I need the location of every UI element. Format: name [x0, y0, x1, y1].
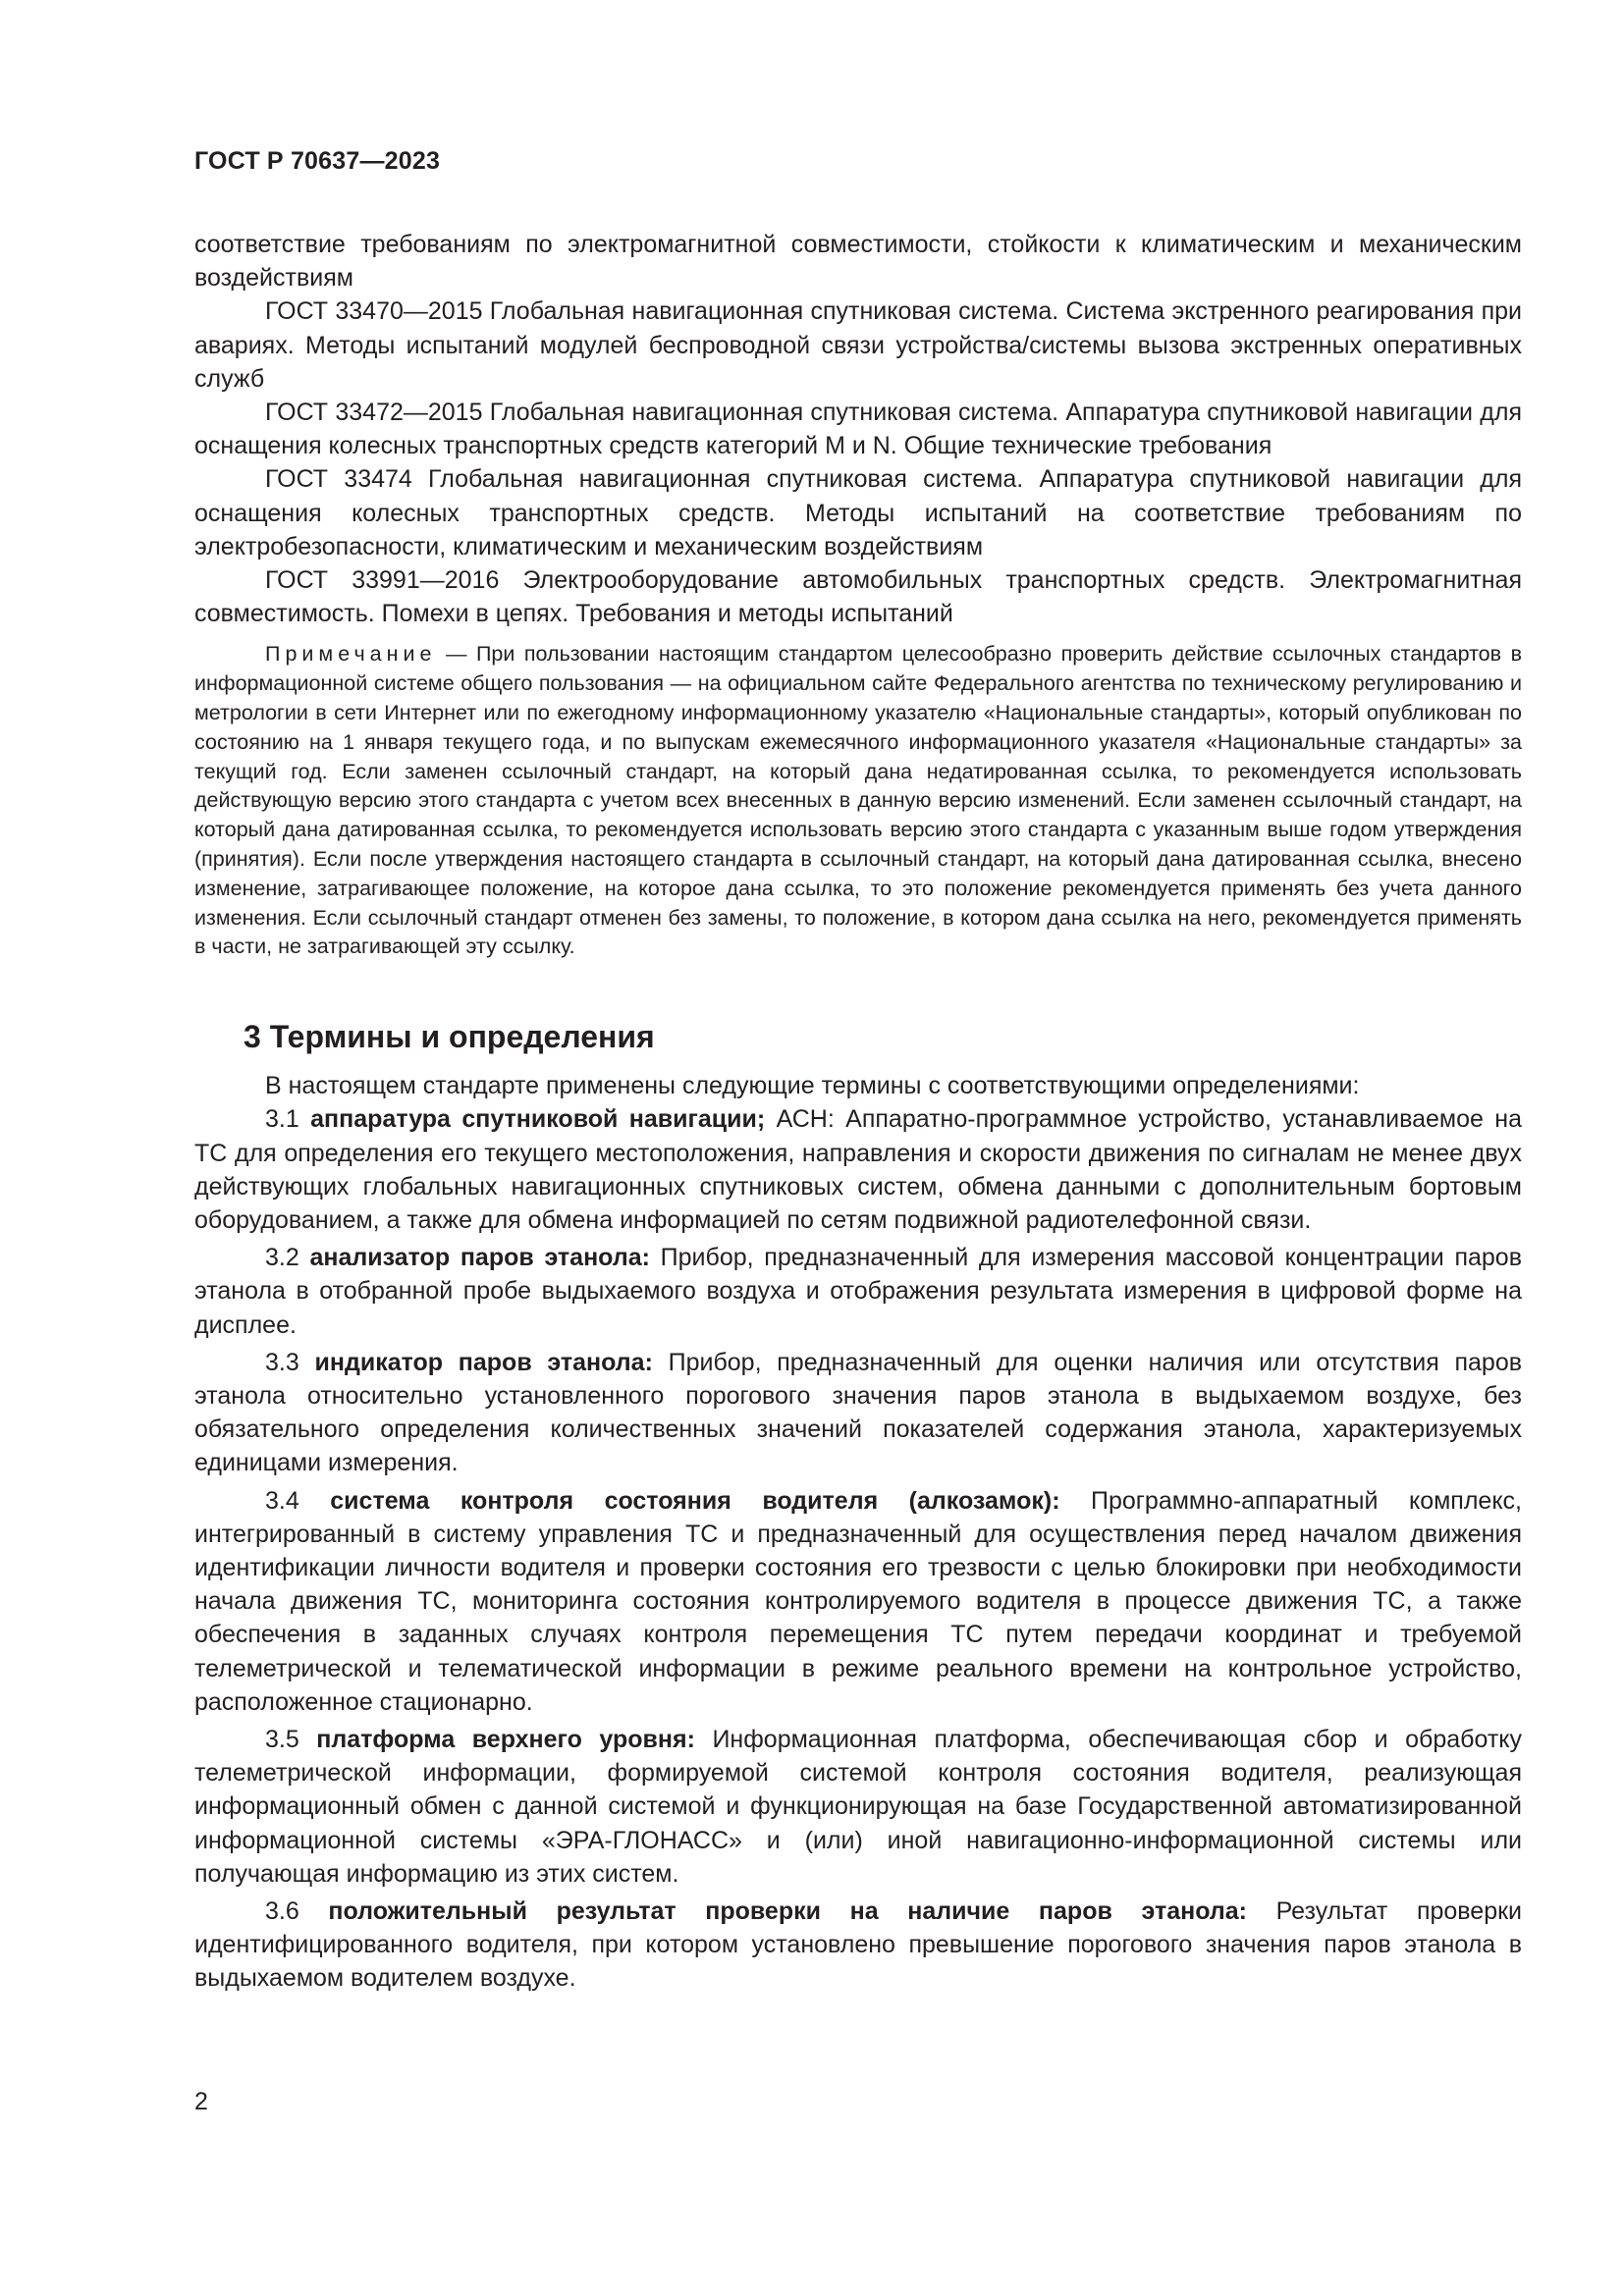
- page-number: 2: [194, 2088, 208, 2115]
- term-definition: Прибор, предназначенный для оценки наличия или отсутствия паров этанола относительно установленного порогового значения паров этанола в выдыхаемом воздухе, без обязательного определения количественных значений показателей содержания этанола, характеризуемых единицами измерения.: [194, 1348, 1523, 1477]
- section-heading: 3 Термины и определения: [244, 1019, 655, 1055]
- term-definition: Программно-аппаратный комплекс, интегрированный в систему управления ТС и предназначенный для осуществления перед началом движения идентификации личности водителя и проверки состояния его трезвости с целью блокировки при необходимости начала движения ТС, мониторинга состояния контролируемого водителя в процессе движения ТС, а также обеспечения в заданных случаях контроля перемещения ТС путем передачи координат и требуемой телеметрической и телематической информации в режиме реального времени на контрольное устройство, расположенное стационарно.: [194, 1486, 1522, 1716]
- term-name: положительный результат проверки на наличие паров этанола:: [328, 1897, 1247, 1926]
- document-header: ГОСТ Р 70637—2023: [194, 147, 441, 175]
- page-body: [194, 228, 1522, 1996]
- term-number: 3.1: [265, 1105, 311, 1134]
- term-3-6: [194, 1895, 1522, 1996]
- term-definition: Информационная платформа, обеспечивающая сбор и обработку телеметрической информации, формируемой системой контроля состояния водителя, реализующая информационный обмен с данной системой и функционирующая на базе Государственной автоматизированной информационной системы «ЭРА-ГЛОНАСС» и (или) иной навигационно-информационной системы или получающая информацию из этих систем.: [194, 1726, 1522, 1888]
- ref-gost-33470: ГОСТ 33470—2015 Глобальная навигационная спутниковая система. Система экстренного реагирования при авариях. Методы испытаний модулей беспроводной связи устройства/системы вызова экстренных оперативных служб: [194, 297, 1522, 393]
- term-name: система контроля состояния водителя (алкозамок):: [330, 1486, 1060, 1515]
- term-3-5: [194, 1723, 1522, 1891]
- ref-gost-33474: ГОСТ 33474 Глобальная навигационная спутниковая система. Аппаратура спутниковой навигации для оснащения колесных транспортных средств. Методы испытаний на соответствие требованиям по электробезопасности, климатическим и механическим воздействиям: [194, 465, 1522, 561]
- term-3-2: [194, 1241, 1522, 1342]
- note-text: — При пользовании настоящим стандартом целесообразно проверить действие ссылочных стандартов в информационной системе общего пользования — на официальном сайте Федерального агентства по техническому регулированию и метрологии в сети Интернет или по ежегодному информационному указателю «Национальные стандарты», который опубликован по состоянию на 1 января текущего года, и по выпускам ежемесячного информационного указателя «Национальные стандарты» за текущий год. Если заменен ссылочный стандарт, на который дана недатированная ссылка, то рекомендуется использовать действующую версию этого стандарта с учетом всех внесенных в данную версию изменений. Если заменен ссылочный стандарт, на который дана датированная ссылка, то рекомендуется использовать версию этого стандарта с указанным выше годом утверждения (принятия). Если после утверждения настоящего стандарта в ссылочный стандарт, на который дана датированная ссылка, внесено изменение, затрагивающее положение, на которое дана ссылка, то это положение рекомендуется применять без учета данного изменения. Если ссылочный стандарт отменен без замены, то положение, в котором дана ссылка на него, рекомендуется применять в части, не затрагивающей эту ссылку.: [194, 642, 1522, 959]
- term-definition: АСН: Аппаратно-программное устройство, устанавливаемое на ТС для определения его текущего местоположения, направления и скорости движения по сигналам не менее двух действующих глобальных навигационных спутниковых систем, обмена данными с дополнительным бортовым оборудованием, а также для обмена информацией по сетям подвижной радиотелефонной связи.: [194, 1105, 1522, 1235]
- term-definition: Прибор, предназначенный для измерения массовой концентрации паров этанола в отобранной пробе выдыхаемого воздуха и отображения результата измерения в цифровой форме на дисплее.: [194, 1244, 1522, 1339]
- term-name: платформа верхнего уровня:: [316, 1726, 695, 1754]
- term-3-4: [194, 1484, 1522, 1719]
- term-number: 3.3: [265, 1348, 315, 1376]
- ref-continuation: соответствие требованиям по электромагнитной совместимости, стойкости к климатическим и механическим воздействиям: [194, 231, 1522, 293]
- ref-gost-33472: ГОСТ 33472—2015 Глобальная навигационная спутниковая система. Аппаратура спутниковой навигации для оснащения колесных транспортных средств категорий M и N. Общие технические требования: [194, 399, 1522, 460]
- term-number: 3.6: [265, 1897, 329, 1926]
- note-paragraph: [194, 640, 1522, 962]
- term-name: аппаратура спутниковой навигации;: [310, 1105, 766, 1134]
- term-number: 3.4: [265, 1486, 331, 1515]
- term-definition: Результат проверки идентифицированного водителя, при котором установлено превышение порогового значения паров этанола в выдыхаемом водителем воздухе.: [194, 1897, 1522, 1993]
- note-label: Примечание: [265, 642, 437, 667]
- section-intro: В настоящем стандарте применены следующие термины с соответствующими определениями:: [265, 1072, 1360, 1100]
- ref-gost-33991: ГОСТ 33991—2016 Электрооборудование автомобильных транспортных средств. Электромагнитная совместимость. Помехи в цепях. Требования и методы испытаний: [194, 566, 1522, 628]
- term-number: 3.5: [265, 1726, 317, 1754]
- term-name: индикатор паров этанола:: [314, 1348, 653, 1376]
- term-3-3: [194, 1346, 1522, 1480]
- term-3-1: [194, 1102, 1522, 1237]
- term-name: анализатор паров этанола:: [309, 1244, 650, 1272]
- term-number: 3.2: [265, 1244, 310, 1272]
